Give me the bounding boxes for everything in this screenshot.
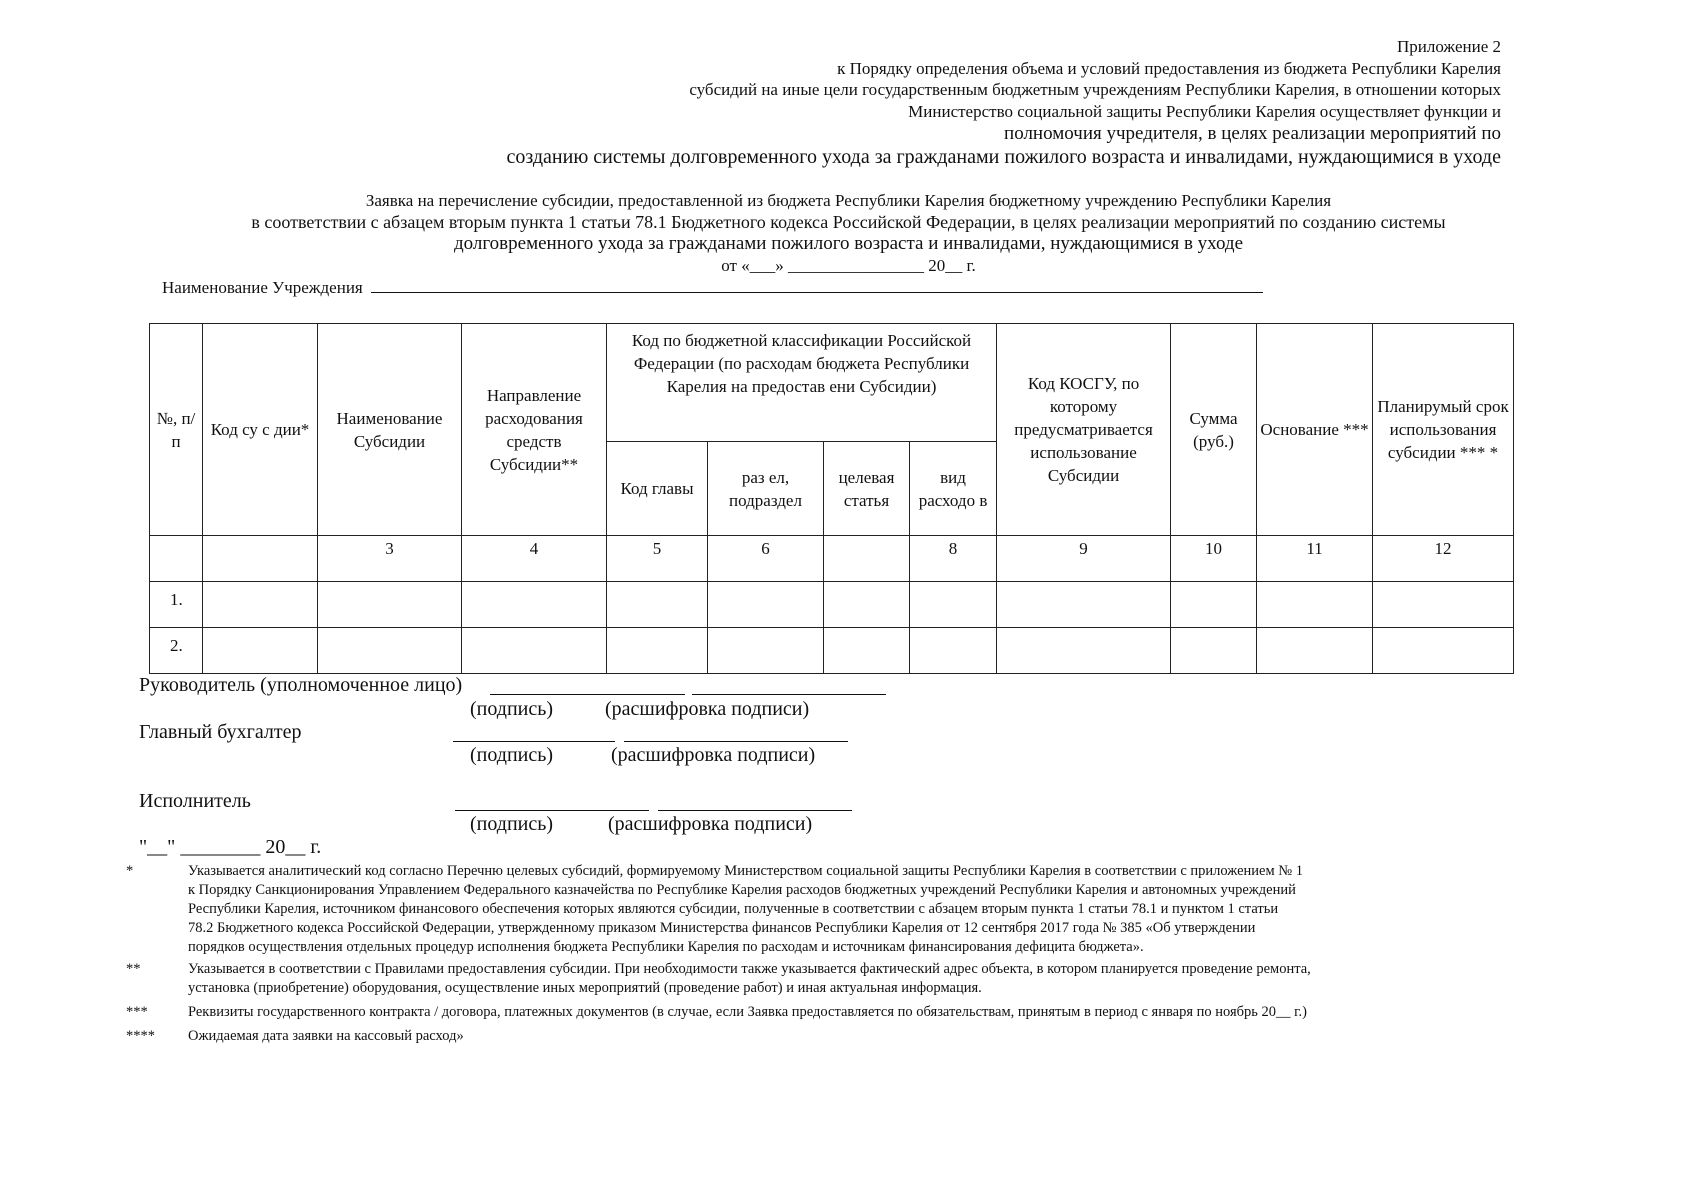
footnote-line: 78.2 Бюджетного кодекса Российской Федерации, утвержденному приказом Министерства финансов Республики Карелия от 12 сентября 2017 года № 385 «Об утверждении <box>188 920 1256 936</box>
header-kosgu: Код КОСГУ, по которому предусматривается использование Субсидии <box>997 324 1171 536</box>
col-number: 9 <box>997 536 1171 582</box>
col-number: 10 <box>1171 536 1257 582</box>
col-number: 11 <box>1257 536 1373 582</box>
table-cell[interactable] <box>607 628 708 674</box>
head-decode-caption: (расшифровка подписи) <box>605 698 810 720</box>
header-term: Планирумый срок использования субсидии *** * <box>1373 324 1514 536</box>
table-row <box>150 628 1514 674</box>
head-decode-field[interactable] <box>692 694 886 695</box>
row-number: 2. <box>150 628 203 674</box>
table-cell[interactable] <box>824 628 910 674</box>
footnote <box>126 960 1506 998</box>
col-number <box>824 536 910 582</box>
col-number <box>150 536 203 582</box>
appendix-line: субсидий на иные цели государственным бюджетным учреждениям Республики Карелия, в отношении которых <box>689 80 1501 99</box>
footnote <box>126 1003 1506 1022</box>
header-code: Код су с дии* <box>203 324 318 536</box>
appendix-line: созданию системы долговременного ухода за гражданами пожилого возраста и инвалидами, нуждающимися в уходе <box>506 146 1501 168</box>
executor-label: Исполнитель <box>139 790 251 812</box>
header-direction: Направление расходования средств Субсидии** <box>462 324 607 536</box>
header-name: Наименование Субсидии <box>318 324 462 536</box>
table-cell[interactable] <box>203 628 318 674</box>
accountant-label: Главный бухгалтер <box>139 721 302 743</box>
table-cell[interactable] <box>910 582 997 628</box>
col-number: 3 <box>318 536 462 582</box>
table-cell[interactable] <box>318 628 462 674</box>
head-label: Руководитель (уполномоченное лицо) <box>139 674 463 696</box>
footnote-marker: **** <box>126 1028 155 1044</box>
institution-label: Наименование Учреждения <box>162 278 363 297</box>
header-sum: Сумма (руб.) <box>1171 324 1257 536</box>
institution-field[interactable] <box>371 278 1263 293</box>
appendix-line: Приложение 2 <box>1397 37 1501 56</box>
appendix-header <box>321 36 1501 169</box>
signature-date: "__" ________ 20__ г. <box>139 836 322 858</box>
title-date-line: от «___» ________________ 20__ г. <box>721 255 976 275</box>
footnote-marker: *** <box>126 1004 148 1020</box>
col-number: 12 <box>1373 536 1514 582</box>
table-cell[interactable] <box>1257 582 1373 628</box>
appendix-line: к Порядку определения объема и условий предоставления из бюджета Республики Карелия <box>837 58 1501 78</box>
table-cell[interactable] <box>910 628 997 674</box>
executor-decode-caption: (расшифровка подписи) <box>608 813 813 835</box>
table-cell[interactable] <box>462 628 607 674</box>
table-cell[interactable] <box>318 582 462 628</box>
header-expense-type: вид расходо в <box>910 442 997 536</box>
table-cell[interactable] <box>997 582 1171 628</box>
footnotes <box>126 862 1506 1046</box>
row-number: 1. <box>150 582 203 628</box>
executor-decode-field[interactable] <box>658 810 852 811</box>
table-cell[interactable] <box>997 628 1171 674</box>
appendix-line: Министерство социальной защиты Республики Карелия осуществляет функции и <box>908 101 1501 121</box>
table-cell[interactable] <box>708 628 824 674</box>
footnote-line: Ожидаемая дата заявки на кассовый расход» <box>188 1028 464 1044</box>
accountant-signature-field[interactable] <box>453 741 615 742</box>
col-number: 8 <box>910 536 997 582</box>
col-number: 5 <box>607 536 708 582</box>
footnote-line: порядков осуществления отдельных процедур исполнения бюджета Республики Карелия по расходам и источникам финансирования дефицита бюджета». <box>188 939 1144 955</box>
table-cell[interactable] <box>1257 628 1373 674</box>
header-budget-classification: Код по бюджетной классификации Российской Федерации (по расходам бюджета Республики Карелия на предостав ени Субсидии) <box>607 324 997 442</box>
header-basis: Основание *** <box>1257 324 1373 536</box>
appendix-line: полномочия учредителя, в целях реализации мероприятий по <box>1004 123 1501 144</box>
head-signature-field[interactable] <box>490 694 685 695</box>
table-cell[interactable] <box>824 582 910 628</box>
table-cell[interactable] <box>1373 628 1514 674</box>
table-cell[interactable] <box>1171 628 1257 674</box>
head-sign-caption: (подпись) <box>470 698 554 720</box>
document-title <box>0 190 1697 276</box>
title-line: долговременного ухода за гражданами пожилого возраста и инвалидами, нуждающимися в уходе <box>453 233 1244 254</box>
institution-row <box>162 278 1263 298</box>
accountant-decode-caption: (расшифровка подписи) <box>611 744 816 766</box>
footnote-line: Указывается в соответствии с Правилами предоставления субсидии. При необходимости также указывается фактический адрес объекта, в котором планируется проведение ремонта, <box>188 961 1311 977</box>
title-line: Заявка на перечисление субсидии, предоставленной из бюджета Республики Карелия бюджетному учреждению Республики Карелия <box>365 191 1332 210</box>
accountant-decode-field[interactable] <box>624 741 848 742</box>
footnote <box>126 1027 1506 1046</box>
footnote-line: к Порядку Санкционирования Управлением Федерального казначейства по Республике Карелия расходов бюджетных учреждений Республики Карелия и автономных учреждений <box>188 882 1296 898</box>
footnote-marker: * <box>126 863 134 879</box>
header-article: целевая статья <box>824 442 910 536</box>
table-cell[interactable] <box>708 582 824 628</box>
executor-signature-field[interactable] <box>455 810 649 811</box>
header-num: №, п/ п <box>150 324 203 536</box>
footnote-line: установка (приобретение) оборудования, осуществление иных мероприятий (проведение работ) и иная актуальная информация. <box>188 980 982 996</box>
table-row <box>150 582 1514 628</box>
footnote <box>126 862 1506 957</box>
footnote-marker: ** <box>126 961 141 977</box>
footnote-line: Реквизиты государственного контракта / договора, платежных документов (в случае, если Заявка предоставляется по обязательствам, принятым в период с января по ноябрь 20__ г.) <box>188 1004 1307 1020</box>
table-cell[interactable] <box>1373 582 1514 628</box>
col-number: 6 <box>708 536 824 582</box>
col-number <box>203 536 318 582</box>
header-section: раз ел, подраздел <box>708 442 824 536</box>
table-cell[interactable] <box>203 582 318 628</box>
header-chapter-code: Код главы <box>607 442 708 536</box>
table-cell[interactable] <box>462 582 607 628</box>
executor-sign-caption: (подпись) <box>470 813 554 835</box>
table-cell[interactable] <box>1171 582 1257 628</box>
title-line: в соответствии с абзацем вторым пункта 1 статьи 78.1 Бюджетного кодекса Российской Федерации, в целях реализации мероприятий по созданию системы <box>251 211 1446 232</box>
col-number: 4 <box>462 536 607 582</box>
subsidy-table <box>149 323 1514 674</box>
footnote-line: Указывается аналитический код согласно Перечню целевых субсидий, формируемому Министерством социальной защиты Республики Карелия в соответствии с приложением № 1 <box>188 863 1303 879</box>
accountant-sign-caption: (подпись) <box>470 744 554 766</box>
footnote-line: Республики Карелия, источником финансового обеспечения которых являются субсидии, полученные в соответствии с абзацем вторым пункта 1 статьи 78.1 и пунктом 1 статьи <box>188 901 1279 917</box>
table-cell[interactable] <box>607 582 708 628</box>
